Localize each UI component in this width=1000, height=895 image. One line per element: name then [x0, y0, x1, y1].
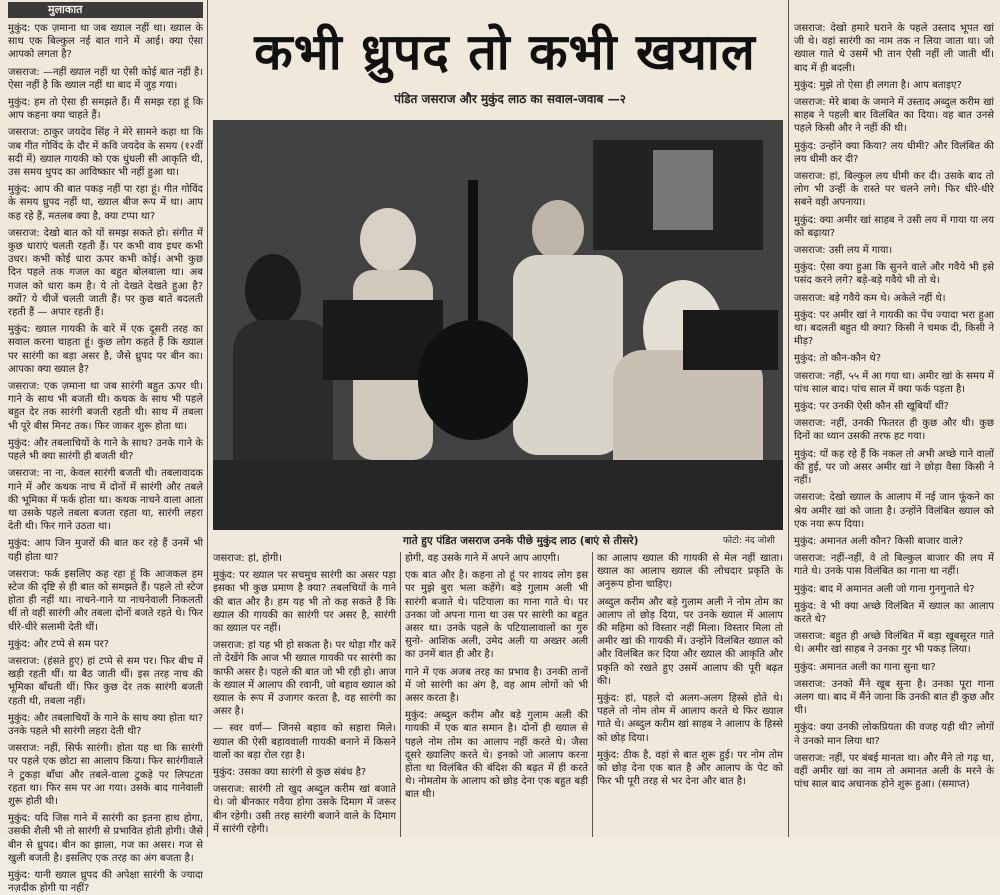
article-paragraph: मुकुंद: हम तो ऐसा ही समझते हैं। मैं समझ रहा हूं कि आप कहना क्या चाहते हैं। — [8, 97, 203, 122]
article-paragraph: मुकुंद: और तबलाचियों के गाने के साथ क्या होता था? उनके पहले भी सारंगी लहरा देती थी? — [8, 712, 203, 737]
article-paragraph: जसराज: देखो बात को यों समझ सकते हो। संगीत में कुछ धाराएं चलती रहती हैं। पर कभी वाव इधर कभी उधर। कभी कोई धारा ऊपर कभी कोई। अभी कुछ दिन पहले तक गजल का बहुत बोलबाला था। अब गजल को धारा कम है। ये तो देखते देखते हुआ है? क्यों? ये चीजें चलती जाती हैं। पर कुछ बातें बदलती रहती हैं — अपार रहती हैं। — [8, 227, 203, 319]
article-paragraph: जसराज: नहीं, पर बंबई मानता था। और मैंने तो गढ़ था, वहीं अमीर खां का नाम तो अमानत अली के मरने के पांच साल बाद अचानक होने शुरू हुआ। (समाप्त) — [794, 752, 994, 791]
article-paragraph: जसराज: नहीं, सिर्फ सारंगी। होता यह था कि सारंगी पर पहले एक छोटा सा आलाप किया। फिर सारंगीवाले ने टुकड़ा बाँधा और तबले-वाला टुकड़े पर लिपटता रहता था। फिर सम पर आ गया। उसके बाद गानेवाली शुरू होती थी। — [8, 743, 203, 807]
article-paragraph: मुकुंद: यों कह रहे हैं कि नकल तो अभी अच्छे गाने वालों की हुई, पर जो असर अमीर खां ने छोड़ा वैसा किसी ने नहीं। — [794, 448, 994, 487]
article-paragraph: जसराज: (हंसते हुए) हां टप्पे से सम पर। फिर बीच में खड़ी रहती थीं। या बैठ जाती थीं। इस तरह नाच की भूमिका बाँधती थीं। फिर कुछ देर तक सारंगी बजती रहती थी, तबला नहीं। — [8, 655, 203, 707]
article-paragraph: मुकुंद: बाद में अमानत अली जो गाना गुनगुनाते थे? — [794, 583, 975, 595]
article-paragraph: जसराज: एक ज़माना था जब सारंगी बहुत ऊपर थी। गाने के साथ भी बजती थी। कथक के साथ भी पहले बहुत देर तक सारंगी बजती रहती थी। साथ में तबला भी पूरे बीस मिनट तक। फिर जाकर शुरू होता था। — [8, 381, 203, 432]
article-paragraph: जसराज: सारंगी तो खुद अब्दुल करीम खां बजाते थे। जो बीनकार गवैया होगा उसके दिमाग में जरूर बीन रहेगी। उसी तरह सारंगी बजाने वाले के दिमाग में सारंगी रहेगी। — [213, 784, 396, 835]
article-paragraph: जसराज: —नहीं ख्याल नहीं था ऐसी कोई बात नहीं है। ऐसा नहीं है कि ख्याल नहीं था बाद में जुड़ गया। — [8, 66, 203, 91]
column-divider — [400, 552, 401, 837]
article-paragraph: मुकुंद: पर अमीर खां ने गायकी का पेंच ज्यादा भरा हुआ था। बदलती बहुत थी क्या? किसी ने चमक दी, किसी ने मीड़? — [794, 309, 994, 348]
article-paragraph: जसराज: देखो ख्याल के आलाप में नई जान फूंकने का श्रेय अमीर खां को जाता है। उन्होंने विलंबित ख्याल को एक नया रूप दिया। — [794, 492, 994, 530]
article-paragraph: जसराज: बहुत ही अच्छे विलंबित में बड़ा खूबसूरत गाते थे। अमीर खां साहब ने उनका गुर भी पकड़ लिया। — [794, 631, 994, 656]
article-paragraph: जसराज: देखो हमारे घराने के पहले उस्ताद भूपत खां जी थे। वहां सारंगी का नाम तक न लिया जाता था। जो ख्याल गाते थे उसमें भी तान ऐसी नहीं ली जाती थीं। बाद में ही बदली। — [794, 23, 994, 74]
article-paragraph: का आलाप ख्याल की गायकी से मेल नहीं खाता। ख्याल का आलाप ख्याल की लोचदार प्रकृति के अनुरूप होना चाहिए। — [597, 553, 783, 591]
article-paragraph: जसराज: मेरे बाबा के जमाने में उस्ताद अब्दुल करीम खां साहब ने पहली बार विलंबित का दिया। वह बात उनसे पहले किसी और ने नहीं की थी। — [794, 97, 994, 135]
article-paragraph: मुकुंद: ख्याल गायकी के बारे में एक दूसरी तरह का सवाल करना चाहता हूं। कुछ लोग कहते हैं कि ख्याल पर सारंगी का बड़ा असर है, जैसे ध्रुपद पर बीन का। आपका क्या ख्याल है? — [8, 324, 203, 375]
article-paragraph: मुकुंद: पर उनकी ऐसी कौन सी खूबियाँ थीं? — [794, 401, 949, 413]
section-tag: मुलाकात — [8, 2, 203, 18]
column-divider — [207, 0, 208, 837]
headline: कभी ध्रुपद तो कभी खयाल — [254, 22, 756, 81]
article-paragraph: जसराज: ठाकुर जयदेव सिंह ने मेरे सामने कहा था कि जब गीत गोविंद के दौर में कवि जयदेव के समय (१२वीं सदी में) ख्याल गायकी को एक धुंधली सी आकृति थी, उस समय धुपद का आविष्कार भी नहीं हुआ था। — [8, 127, 203, 179]
article-paragraph: जसराज: नहीं, उनकी फितरत ही कुछ और थी। कुछ दिनों का ध्यान उसकी तरफ हट गया। — [794, 418, 994, 443]
article-paragraph: मुकुंद: क्या अमीर खां साहब ने उसी लय में गाया या लय को बढ़ाया? — [794, 214, 994, 239]
article-paragraph: मुकुंद: उन्होंने क्या किया? लय धीमी? और विलंबित की लय धीमी कर दी? — [794, 140, 994, 165]
article-paragraph: मुकुंद: अमानत अली का गाना सुना था? — [794, 661, 936, 673]
article-paragraph: मुकुंद: यानी ख्याल ध्रुपद की अपेक्षा सारंगी के ज्यादा नज़दीक होगी या नहीं? — [8, 869, 203, 895]
article-paragraph: जसराज: नहीं-नहीं, वे तो बिल्कुल बाजार की लय में गाते थे। उनके पास विलंबित का गाना था नहीं। — [794, 553, 994, 578]
article-paragraph: गाने में एक अजब तरह का प्रभाव है। उनकी तानों में जो सारंगी का अंग है, वह आम लोगों को भी असर करता है। — [405, 666, 588, 705]
article-paragraph: मुकुंद: हां, पहले दो अलग-अलग हिस्से होते थे। पहले तो नोम तोम में आलाप करते थे फिर ख्याल गाते थे। अब्दुल करीम खां साहब ने आलाप के हिस्से को छोड़ दिया। — [597, 693, 783, 744]
article-paragraph: मुकुंद: क्या उनकी लोकप्रियता की वजह यही थी? लोगों ने उनको मान लिया था? — [794, 722, 994, 747]
photo-illustration — [213, 120, 783, 530]
article-paragraph: मुकुंद: एक ज़माना था जब ख्याल नहीं था। ख्याल के साथ एक बिल्कुल नई बात गाने में आई। क्या ऐसा आपको लगता है? — [8, 23, 203, 61]
article-paragraph: मुकुंद: पर ख्याल पर सचमुच सारंगी का असर पड़ा इसका भी कुछ प्रमाण है क्या? तबलचियों के गाने की बात और है। हम यह भी तो कह सकते हैं कि ख्याल की गायकी का सारंगी पर असर है, सारंगी का ख्याल पर नहीं। — [213, 570, 396, 635]
article-paragraph: एक बात और है। कहना तो हूं पर शायद लोग इस पर मुझे बुरा भला कहेंगे। बड़े गुलाम अली भी सारंगी बजाते थे। पटियाला का गाना गाते थे। पर उनका जो अपना गाना था उस पर सारंगी का बहुत असर था। उनके पहले के पटियालावालों का गुरु सुनो- आशिक अली, उमेद अली या अख्तर अली का उनमें बात ही और है। — [405, 570, 588, 661]
article-paragraph: मुकुंद: तो कौन-कौन थे? — [794, 353, 882, 365]
right-column — [794, 22, 994, 833]
byline: पंडित जसराज और मुकुंद लाठ का सवाल-जवाब —२ — [394, 92, 626, 106]
article-paragraph: — स्वर वर्ण— जिनसे बहाव को सहारा मिले। ख्याल की ऐसी बहाववाली गायकी बनाने में किसने वालों का बड़ा रोल रहा है। — [213, 723, 396, 761]
article-paragraph: मुकुंद: वे भी क्या अच्छे विलंबित में ख्याल का आलाप करते थे? — [794, 600, 994, 625]
article-paragraph: मुकुंद: ऐसा क्या हुआ कि सुनने वाले और गवैये भी इसे पसंद करने लगे? बड़े-बड़े गवैये भी तो थे। — [794, 262, 994, 287]
article-paragraph: जसराज: हां यह भी हो सकता है। पर थोड़ा गौर करें तो देखेंगे कि आज भी ख्याल गायकी पर सारंगी का काफी असर है। पहले की बात जो भी रही हो। आज के ख्याल में आलाप की रवानी, जो बहाव ख्याल को ख्याल के रूप में उजागर करता है, वह सारंगी का असर है। — [213, 640, 396, 718]
article-paragraph: मुकुंद: यदि जिस गाने में सारंगी का इतना हाथ होगा, उसकी शैली भी तो सारंगी से प्रभावित होती होगी। जैसे बीन से ध्रुपद। बीन का झाला, गज का असर। गज से खुली बजती है। इसलिए एक तरह का अंग बजता है। — [8, 813, 203, 864]
article-paragraph: मुकुंद: मुझे तो ऐसा ही लगता है। आप बताइए? — [794, 79, 962, 91]
photo-caption-row — [213, 532, 783, 550]
article-paragraph: जसराज: नहीं, ५५ में आ गया था। अमीर खां के समय में पांच साल बाद। पांच साल में क्या फर्क पड़ता है। — [794, 370, 994, 395]
article-paragraph: जसराज: हां, बिल्कुल लय धीमी कर दी। उसके बाद तो लोग भी उन्हीं के रास्ते पर चलने लगे। फिर धीरे-धीरे सबने वही अपनाया। — [794, 171, 994, 209]
photo-credit: फोटो: नंद जोशी — [722, 536, 775, 546]
article-paragraph: मुकुंद: आप की बात पकड़ नहीं पा रहा हूं। गीत गोविंद के समय ध्रुपद नहीं था, ख्याल बीज रूप में था। आप कह रहे हैं, मतलब क्या है, क्या टप्पा था? — [8, 184, 203, 222]
concert-photo — [213, 120, 783, 530]
article-paragraph: मुकुंद: और तबलाचियों के गाने के साथ? उनके गाने के पहले भी क्या सारंगी ही बजती थी? — [8, 437, 203, 463]
article-paragraph: मुकुंद: अब्दुल करीम और बड़े गुलाम अली की गायकी में एक बात समान है। दोनों ही ख्याल से पहले नोम तोम का आलाप नहीं करते थे। जैसा दूसरे ख्यालिए करते थे। इनको जो आलाप करना होता था विलंबित की बंदिश की बढ़त में ही करते थे। नोमतोम के आलाप को छोड़ देना एक बहुत बड़ी बात थी। — [405, 710, 588, 801]
left-column — [8, 22, 203, 895]
photo-caption: गाते हुए पंडित जसराज उनके पीछे मुकुंद लाठ (बाएं से तीसरे) — [403, 535, 639, 547]
column-divider — [592, 552, 593, 837]
article-paragraph: जसराज: उनको मैंने खूब सुना है। उनका पूरा गाना अलग था। बाद में मैंने जाना कि उनकी बात ही कुछ और थी। — [794, 678, 994, 717]
article-paragraph: जसराज: फर्क इसलिए कह रहा हूं कि आजकल हम स्टेज की दृष्टि से ही बात को समझते हैं। पहले तो स्टेज होता ही नहीं था। नाचने-गाने या नाचनेवाली निकलती थीं तो वहीं सारंगी और तबला दोनों बजते रहते थे। फिर धीरे-धीरे सलामी देती थीं। — [8, 568, 203, 633]
article-paragraph: मुकुंद: अमानत अली कौन? किसी बाजार वाले? — [794, 535, 964, 547]
bottom-column-1 — [213, 552, 396, 837]
bottom-column-3 — [597, 552, 783, 837]
article-paragraph: अब्दुल करीम और बड़े गुलाम अली ने नोम तोम का आलाप तो छोड़ दिया, पर उनके ख्याल में आलाप की महिमा को विस्तार नहीं मिला। विस्तार मिला तो अमीर खां की गायकी में। उन्होंने विलंबित ख्याल को और विलंबित कर दिया और ख्याल की आकृति और प्रकृति को रखते हुए उसमें आलाप की पूरी बढ़त की। — [597, 596, 783, 687]
article-paragraph: मुकुंद: आप जिन मुजरों की बात कर रहे हैं उनमें भी यही होता था? — [8, 538, 203, 563]
article-paragraph: मुकुंद: उसका क्या सारंगी से कुछ संबंध है? — [213, 767, 367, 779]
article-paragraph: मुकुंद: ठीक है, वहां से बात शुरू हुई। पर नोम तोम को छोड़ देना एक बात है और आलाप के पेट को फिर भी पूरी तरह से भर देना और बात है। — [597, 749, 783, 788]
article-paragraph: जसराज: बड़े गवैये कम थे। अकेले नहीं थे। — [794, 292, 946, 304]
article-paragraph: जसराज: ना ना, केवल सारंगी बजती थी। तबलावादक गाने में और कथक नाच में दोनों में सारंगी और तबले की भूमिका में फर्क होता था। कथक नाचने वाला आता था उसके पहले तबला बजता रहता था, सारंगी लहरा देती थी। फिर गाने उठता था। — [8, 468, 203, 533]
article-paragraph: जसराज: हां, होगी। — [213, 553, 282, 564]
article-paragraph: होगी, वह उसके गाने में अपने आप आएगी। — [405, 553, 560, 564]
article-paragraph: जसराज: उसी लय में गाया। — [794, 245, 893, 257]
bottom-column-2 — [405, 552, 588, 837]
article-paragraph: मुकुंद: और टप्पे से सम पर? — [8, 638, 109, 650]
column-divider — [788, 0, 789, 837]
